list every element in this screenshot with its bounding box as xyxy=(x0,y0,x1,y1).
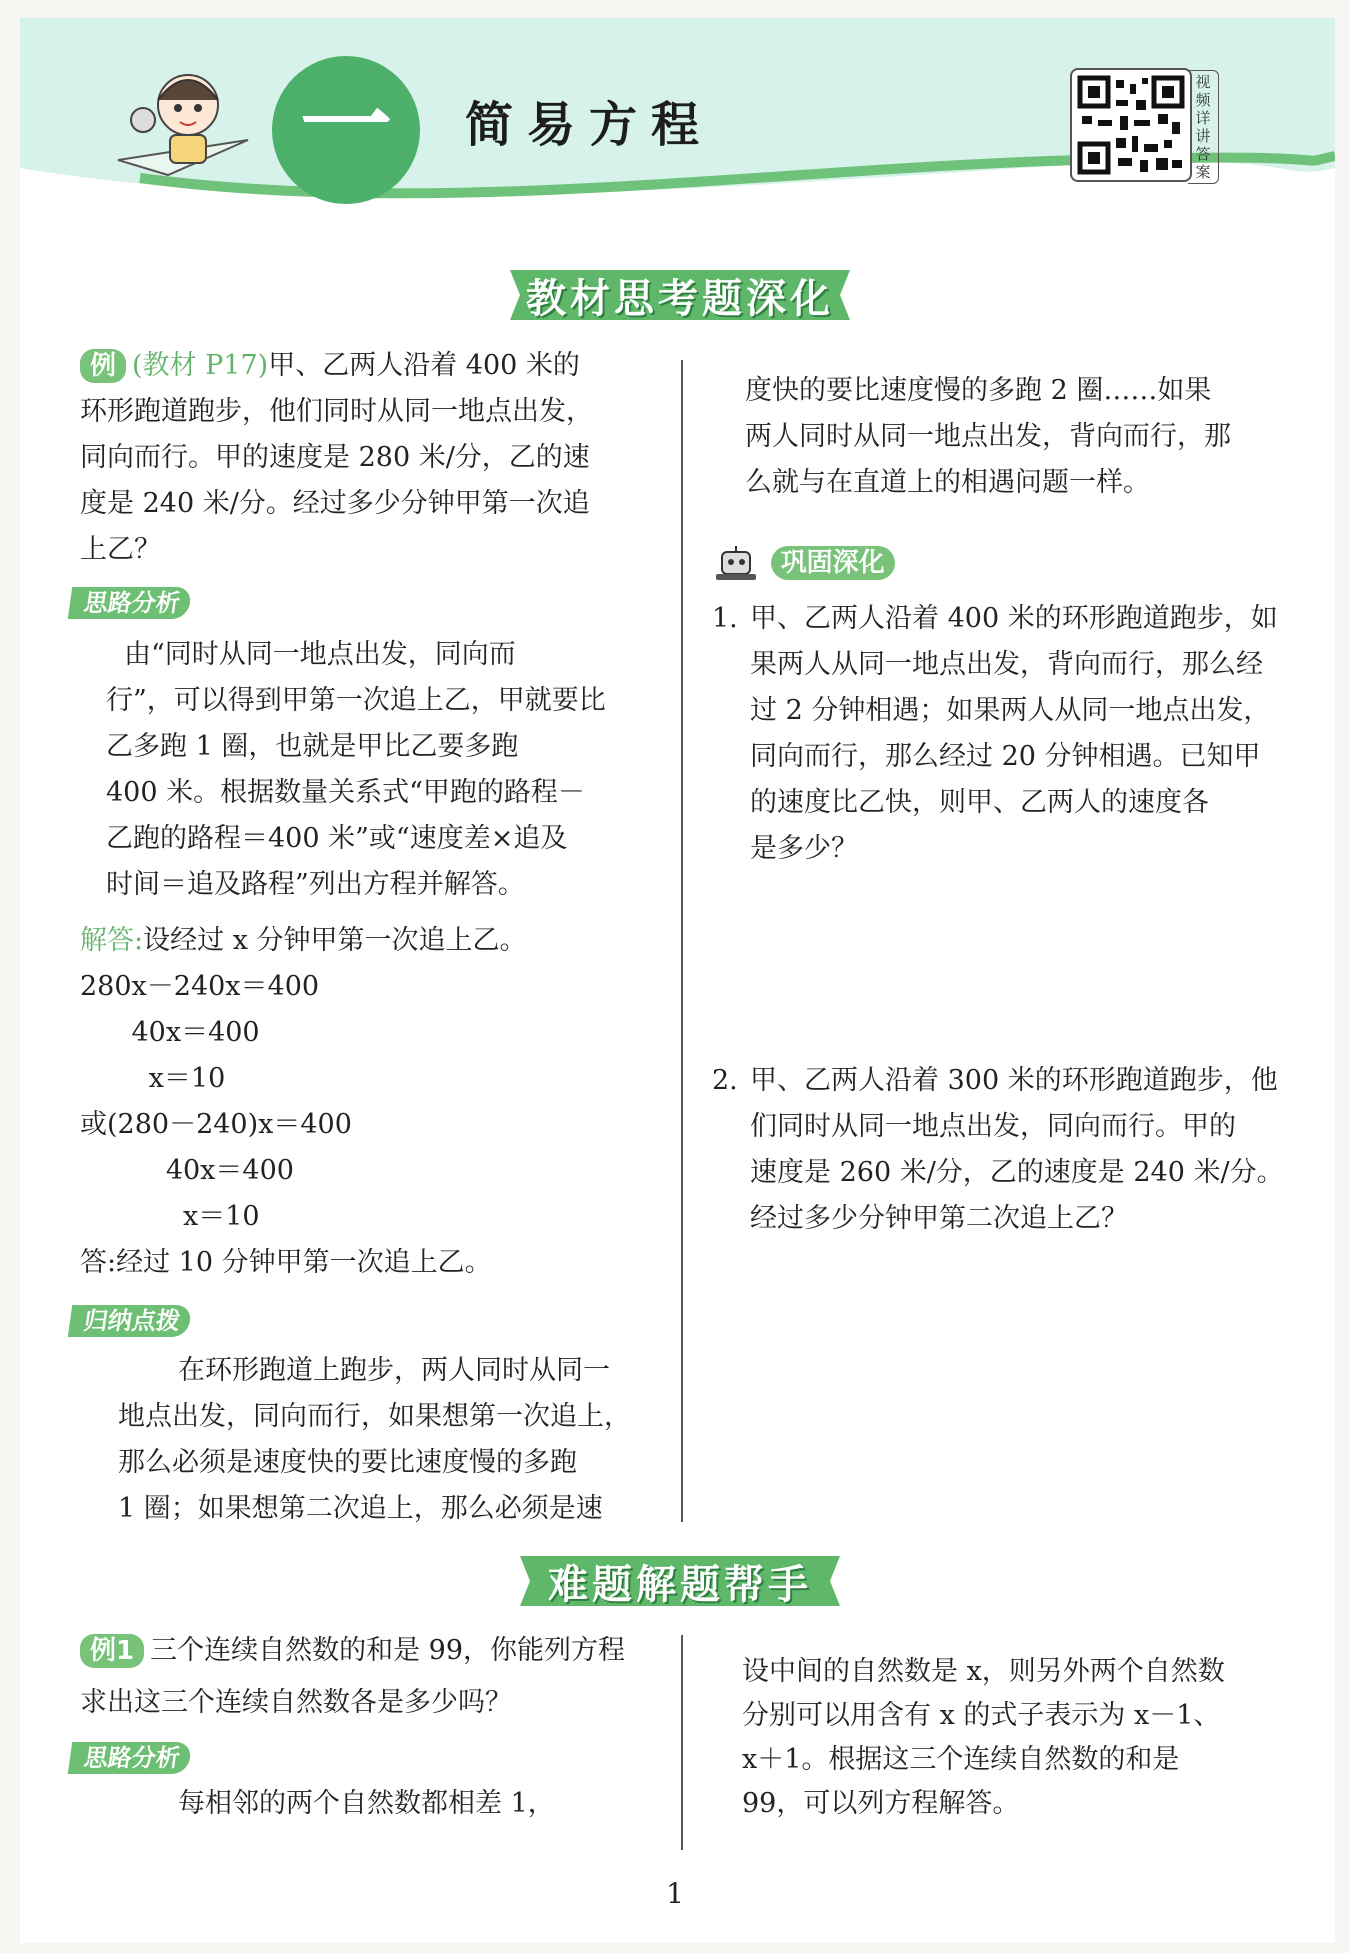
analysis-label: 思路分析 xyxy=(68,587,192,619)
chapter-title: 简易方程 xyxy=(465,97,714,153)
example-text: 同向而行。甲的速度是 280 米/分，乙的速 xyxy=(80,442,590,473)
equation-line: 40x＝400 xyxy=(80,1017,260,1048)
summary-line: 1 圈；如果想第二次追上，那么必须是速 xyxy=(118,1493,603,1524)
practice-label: 巩固深化 xyxy=(771,546,895,580)
summary-line: 在环形跑道上跑步，两人同时从同一 xyxy=(178,1355,610,1386)
practice-line: 的速度比乙快，则甲、乙两人的速度各 xyxy=(750,787,1209,818)
summary-block xyxy=(70,1298,660,1532)
analysis-line: 乙跑的路程＝400 米”或“速度差×追及 xyxy=(106,823,568,854)
section2-right-line: x＋1。根据这三个连续自然数的和是 xyxy=(742,1744,1180,1775)
analysis2-label: 思路分析 xyxy=(68,1742,192,1774)
mascot-illustration xyxy=(108,50,268,190)
chapter-number-badge xyxy=(272,56,420,204)
solution-block xyxy=(80,918,670,1286)
section-banner-textbook xyxy=(500,262,860,328)
qr-label: 视频详讲答案 xyxy=(1188,70,1219,184)
summary-label: 归纳点拨 xyxy=(68,1305,192,1337)
practice-line: 同向而行，那么经过 20 分钟相遇。已知甲 xyxy=(750,741,1261,772)
solution-first-line: 设经过 x 分钟甲第一次追上乙。 xyxy=(143,925,527,956)
section2-right-line: 99，可以列方程解答。 xyxy=(742,1788,1020,1819)
example-block xyxy=(80,343,660,573)
example-text: 环形跑道跑步，他们同时从同一地点出发， xyxy=(80,396,593,427)
practice-line: 果两人从同一地点出发，背向而行，那么经 xyxy=(750,649,1263,680)
column-divider xyxy=(681,360,683,1522)
section-banner-title: 教材思考题深化 xyxy=(526,275,834,322)
solution-label: 解答: xyxy=(80,925,144,956)
analysis2-line: 每相邻的两个自然数都相差 1， xyxy=(178,1788,555,1819)
qr-code-icon[interactable] xyxy=(1070,68,1192,182)
page-number: 1 xyxy=(666,1877,684,1910)
example-text: 甲、乙两人沿着 400 米的 xyxy=(268,350,580,381)
practice-line: 甲、乙两人沿着 300 米的环形跑道跑步，他 xyxy=(750,1065,1278,1096)
section-banner-title: 难题解题帮手 xyxy=(548,1561,812,1608)
example-tag: 例 xyxy=(80,349,126,383)
summary-line: 地点出发，同向而行，如果想第一次追上， xyxy=(118,1401,631,1432)
summary-continued-line: 么就与在直道上的相遇问题一样。 xyxy=(745,467,1150,498)
analysis-line: 400 米。根据数量关系式“甲跑的路程－ xyxy=(106,777,585,808)
robot-icon xyxy=(712,544,762,584)
example-line xyxy=(80,343,660,389)
summary-line: 那么必须是速度快的要比速度慢的多跑 xyxy=(118,1447,577,1478)
equation-line: 280x－240x＝400 xyxy=(80,971,320,1002)
equation-line: 40x＝400 xyxy=(80,1155,294,1186)
practice-line: 过 2 分钟相遇；如果两人从同一地点出发， xyxy=(750,695,1271,726)
practice-line: 经过多少分钟甲第二次追上乙？ xyxy=(750,1203,1128,1234)
section2-right-line: 设中间的自然数是 x，则另外两个自然数 xyxy=(742,1656,1225,1687)
section2-right-block xyxy=(742,1650,1312,1826)
practice-line: 速度是 260 米/分，乙的速度是 240 米/分。 xyxy=(750,1157,1284,1188)
analysis-line: 行”，可以得到甲第一次追上乙，甲就要比 xyxy=(106,685,606,716)
summary-continued-block xyxy=(745,368,1305,506)
summary-continued-line: 度快的要比速度慢的多跑 2 圈……如果 xyxy=(745,375,1212,406)
example-text: 度是 240 米/分。经过多少分钟甲第一次追 xyxy=(80,488,590,519)
practice-item-number: 2. xyxy=(712,1065,738,1096)
analysis-block xyxy=(70,580,660,908)
analysis-line: 由“同时从同一地点出发，同向而 xyxy=(124,639,516,670)
section-banner-hard-problems xyxy=(510,1548,850,1614)
equation-line: x＝10 xyxy=(80,1201,260,1232)
example1-block xyxy=(80,1625,670,1729)
analysis2-block xyxy=(70,1735,660,1827)
practice-item-1 xyxy=(712,596,1312,872)
summary-continued-line: 两人同时从同一地点出发，背向而行，那 xyxy=(745,421,1231,452)
practice-line: 是多少？ xyxy=(750,833,858,864)
example-source: (教材 P17) xyxy=(132,350,269,381)
example1-text: 三个连续自然数的和是 99，你能列方程 xyxy=(150,1635,626,1666)
analysis-line: 时间＝追及路程”列出方程并解答。 xyxy=(106,869,525,900)
solution-answer: 答:经过 10 分钟甲第一次追上乙。 xyxy=(80,1247,492,1278)
practice-item-2 xyxy=(712,1058,1312,1242)
column-divider xyxy=(681,1635,683,1850)
equation-line: 或(280－240)x＝400 xyxy=(80,1109,352,1140)
section2-right-line: 分别可以用含有 x 的式子表示为 x－1、 xyxy=(742,1700,1221,1731)
practice-header xyxy=(712,540,1312,586)
practice-line: 甲、乙两人沿着 400 米的环形跑道跑步，如 xyxy=(750,603,1278,634)
equation-line: x＝10 xyxy=(80,1063,226,1094)
example-text: 上乙？ xyxy=(80,534,161,565)
practice-item-number: 1. xyxy=(712,603,738,634)
analysis-line: 乙多跑 1 圈，也就是甲比乙要多跑 xyxy=(106,731,519,762)
chapter-number: 一 xyxy=(299,72,392,179)
example1-text: 求出这三个连续自然数各是多少吗？ xyxy=(80,1687,512,1718)
practice-line: 们同时从同一地点出发，同向而行。甲的 xyxy=(750,1111,1236,1142)
example1-tag: 例1 xyxy=(80,1634,144,1668)
